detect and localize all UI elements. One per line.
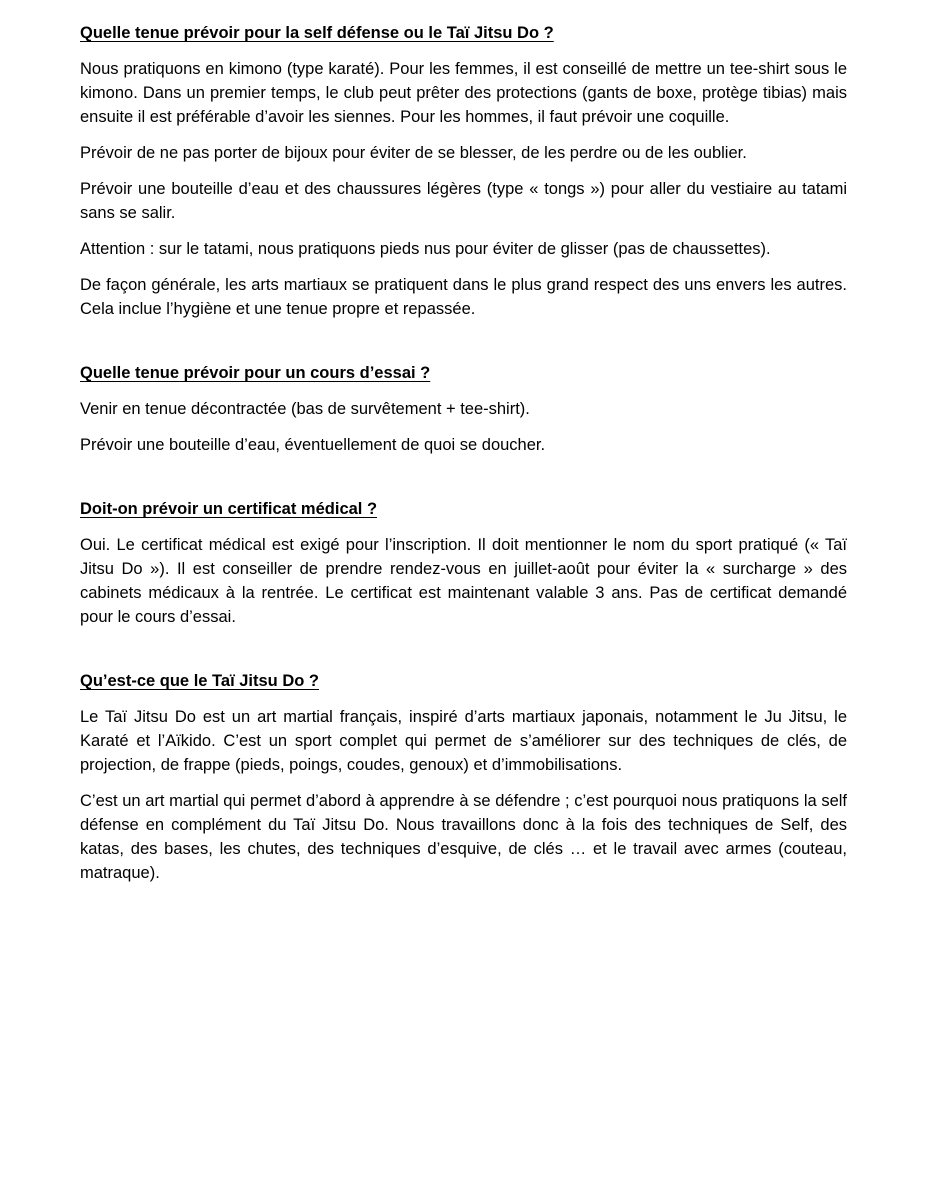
section-heading: Quelle tenue prévoir pour la self défense ou le Taï Jitsu Do ? xyxy=(80,24,554,42)
paragraph: Le Taï Jitsu Do est un art martial français, inspiré d’arts martiaux japonais, notamment le Ju Jitsu, le Karaté et l’Aïkido. C’est un sport complet qui permet de s’améliorer sur des techniques de clés, de projection, de frappe (pieds, poings, coudes, genoux) et d’immobilisations. xyxy=(80,708,847,774)
section-certificat-medical xyxy=(80,497,847,629)
paragraph: Prévoir de ne pas porter de bijoux pour éviter de se blesser, de les perdre ou de les oublier. xyxy=(80,144,747,162)
paragraph: Oui. Le certificat médical est exigé pour l’inscription. Il doit mentionner le nom du sport pratiqué (« Taï Jitsu Do »). Il est conseiller de prendre rendez-vous en juillet-août pour éviter la « surcharge » des cabinets médicaux à la rentrée. Le certificat est maintenant valable 3 ans. Pas de certificat demandé pour le cours d’essai. xyxy=(80,536,847,626)
paragraph: Attention : sur le tatami, nous pratiquons pieds nus pour éviter de glisser (pas de chaussettes). xyxy=(80,240,771,258)
section-tenue-cours-essai xyxy=(80,361,847,457)
section-tenue-self-defense xyxy=(80,21,847,321)
section-heading: Qu’est-ce que le Taï Jitsu Do ? xyxy=(80,672,319,690)
paragraph: Nous pratiquons en kimono (type karaté). Pour les femmes, il est conseillé de mettre un tee-shirt sous le kimono. Dans un premier temps, le club peut prêter des protections (gants de boxe, protège tibias) mais ensuite il est préférable d’avoir les siennes. Pour les hommes, il faut prévoir une coquille. xyxy=(80,60,847,126)
paragraph: Prévoir une bouteille d’eau, éventuellement de quoi se doucher. xyxy=(80,436,546,454)
paragraph: De façon générale, les arts martiaux se pratiquent dans le plus grand respect des uns envers les autres. Cela inclue l’hygiène et une tenue propre et repassée. xyxy=(80,276,847,318)
section-heading: Quelle tenue prévoir pour un cours d’essai ? xyxy=(80,364,431,382)
paragraph: Venir en tenue décontractée (bas de survêtement + tee-shirt). xyxy=(80,400,530,418)
paragraph: C’est un art martial qui permet d’abord à apprendre à se défendre ; c’est pourquoi nous pratiquons la self défense en complément du Taï Jitsu Do. Nous travaillons donc à la fois des techniques de Self, des katas, des bases, les chutes, des techniques d’esquive, de clés … et le travail avec armes (couteau, matraque). xyxy=(80,792,847,882)
section-heading: Doit-on prévoir un certificat médical ? xyxy=(80,500,378,518)
paragraph: Prévoir une bouteille d’eau et des chaussures légères (type « tongs ») pour aller du vestiaire au tatami sans se salir. xyxy=(80,180,847,222)
section-quest-ce-que-tai-jitsu-do xyxy=(80,669,847,885)
